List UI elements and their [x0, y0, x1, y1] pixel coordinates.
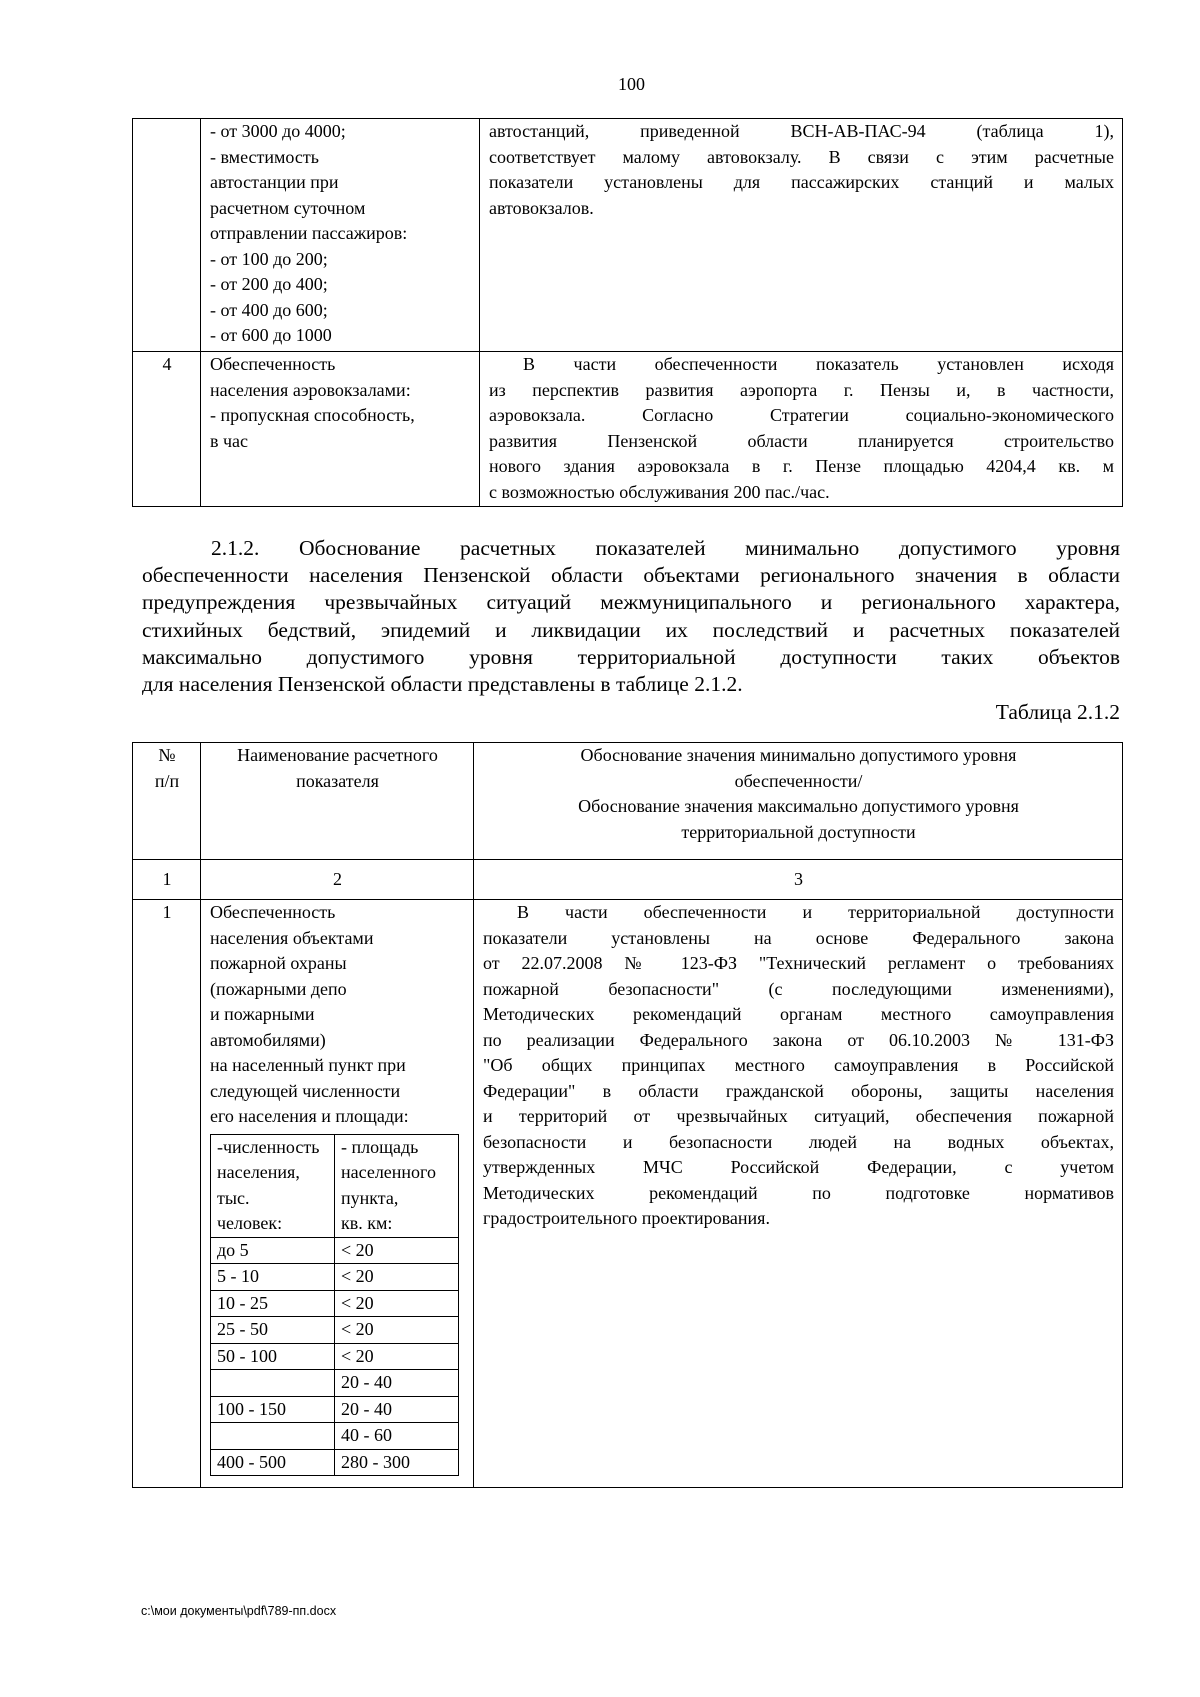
table-row — [211, 1396, 459, 1423]
population-cell: 50 - 100 — [211, 1343, 335, 1370]
text-line: Обоснование значения максимально допустимого уровня — [578, 796, 1019, 816]
text-line: Обоснование значения минимально допустимого уровня — [580, 745, 1017, 765]
text-line: автостанции при — [210, 172, 339, 192]
area-cell: < 20 — [335, 1237, 459, 1264]
population-cell: 100 - 150 — [211, 1396, 335, 1423]
table-row — [133, 352, 1123, 507]
header-row — [133, 743, 1123, 860]
text-line: аэровокзала. Согласно Стратегии социально-экономического — [489, 405, 1114, 425]
text-line: утвержденных МЧС Российской Федерации, с учетом — [483, 1157, 1114, 1177]
text-line: от 22.07.2008 № 123-ФЗ "Технический регламент о требованиях — [483, 953, 1114, 973]
text-line: человек: — [217, 1213, 283, 1233]
inner-header-row — [211, 1134, 459, 1237]
text-line: кв. км: — [341, 1213, 393, 1233]
text-line: развития Пензенской области планируется строительство — [489, 430, 1114, 451]
text-line: Обеспеченность — [210, 902, 336, 922]
population-cell: 25 - 50 — [211, 1317, 335, 1344]
text-line: населения аэровокзалами: — [210, 379, 411, 400]
text-line: Методических рекомендаций по подготовке нормативов — [483, 1182, 1114, 1203]
row-number: 4 — [133, 352, 201, 507]
text-line: автовокзалов. — [489, 197, 594, 218]
population-cell: 5 - 10 — [211, 1264, 335, 1291]
text-line: - пропускная способность, — [210, 405, 415, 425]
table-row — [211, 1237, 459, 1264]
text-line: Наименование расчетного — [237, 745, 438, 765]
numbering-row — [133, 860, 1123, 900]
paragraph-line: стихийных бедствий, эпидемий и ликвидации их последствий и расчетных показателей — [142, 617, 1120, 642]
text-line: п/п — [154, 770, 180, 791]
table-row — [211, 1317, 459, 1344]
area-cell: 280 - 300 — [335, 1449, 459, 1476]
population-cell — [211, 1423, 335, 1450]
area-cell: 20 - 40 — [335, 1396, 459, 1423]
table-row — [133, 900, 1123, 1488]
text-line: Обеспеченность — [210, 354, 336, 374]
continuation-table — [132, 118, 1123, 507]
text-line: из перспектив развития аэропорта г. Пензы и, в частности, — [489, 379, 1114, 400]
area-cell: < 20 — [335, 1290, 459, 1317]
table-2-1-2 — [132, 742, 1123, 1488]
text-line: автостанций, приведенной ВСН-АВ-ПАС-94 (таблица 1), — [489, 121, 1114, 141]
text-line: по реализации Федерального закона от 06.10.2003 № 131-ФЗ — [483, 1029, 1114, 1050]
text-line: показателя — [296, 770, 379, 791]
text-line: расчетном суточном — [210, 197, 366, 218]
justification-cell — [474, 900, 1123, 1488]
text-line: населения, — [217, 1162, 300, 1182]
text-line: соответствует малому автовокзалу. В связи с этим расчетные — [489, 146, 1114, 167]
population-cell: до 5 — [211, 1237, 335, 1264]
text-line: следующей численности — [210, 1080, 401, 1101]
inner-header-area — [335, 1134, 459, 1237]
row-number — [133, 119, 201, 352]
table-row — [133, 119, 1123, 352]
paragraph-line: максимально допустимого уровня территориальной доступности таких объектов — [142, 644, 1120, 669]
text-line: - от 100 до 200; — [210, 248, 328, 269]
table-row — [211, 1449, 459, 1476]
text-line: пожарной охраны — [210, 953, 347, 973]
area-cell: < 20 — [335, 1343, 459, 1370]
area-cell: 40 - 60 — [335, 1423, 459, 1450]
text-line: и пожарными — [210, 1004, 315, 1024]
footer-file-path: c:\мои документы\pdf\789-пп.docx — [141, 1604, 337, 1618]
inner-header-population — [211, 1134, 335, 1237]
area-cell: 20 - 40 — [335, 1370, 459, 1397]
row-number: 1 — [133, 900, 201, 1488]
population-cell: 10 - 25 — [211, 1290, 335, 1317]
text-line: - от 400 до 600; — [210, 299, 328, 320]
table-row — [211, 1264, 459, 1291]
justification-cell — [480, 352, 1123, 507]
text-line: -численность — [217, 1136, 320, 1157]
text-line: В части обеспеченности и территориальной доступности — [517, 902, 1114, 922]
column-number: 1 — [133, 860, 201, 900]
text-line: - площадь — [341, 1136, 419, 1157]
table-row — [211, 1343, 459, 1370]
text-line: пункта, — [341, 1187, 399, 1208]
column-number: 3 — [474, 860, 1123, 900]
indicator-name-cell — [201, 119, 480, 352]
table-caption: Таблица 2.1.2 — [995, 700, 1120, 724]
paragraph-line: предупреждения чрезвычайных ситуаций межмуниципального и регионального характера, — [142, 590, 1120, 615]
population-area-table — [210, 1134, 459, 1477]
paragraph-line: для населения Пензенской области представлены в таблице 2.1.2. — [142, 672, 743, 697]
text-line: Федерации" в области гражданской обороны, защиты населения — [483, 1080, 1114, 1101]
text-line: нового здания аэровокзала в г. Пензе площадью 4204,4 кв. м — [489, 456, 1114, 476]
text-line: и территорий от чрезвычайных ситуаций, обеспечения пожарной — [483, 1106, 1114, 1126]
text-line: (пожарными депо — [210, 978, 347, 999]
paragraph-line: 2.1.2. Обоснование расчетных показателей минимально допустимого уровня — [211, 536, 1120, 560]
text-line: Методических рекомендаций органам местного самоуправления — [483, 1004, 1114, 1024]
population-cell: 400 - 500 — [211, 1449, 335, 1476]
header-number — [133, 743, 201, 860]
page-number: 100 — [618, 74, 645, 94]
text-line: показатели установлены для пассажирских станций и малых — [489, 172, 1114, 192]
area-cell: < 20 — [335, 1317, 459, 1344]
text-line: населения объектами — [210, 927, 374, 948]
text-line: показатели установлены на основе Федерального закона — [483, 927, 1114, 948]
text-line: в час — [210, 430, 249, 451]
body-paragraph — [142, 535, 1120, 698]
column-number: 2 — [201, 860, 474, 900]
paragraph-line: обеспеченности населения Пензенской области объектами регионального значения в области — [142, 563, 1120, 588]
text-line: "Об общих принципах местного самоуправления в Российской — [483, 1055, 1114, 1075]
text-line: тыс. — [217, 1187, 250, 1208]
header-justification — [474, 743, 1123, 860]
header-indicator-name — [201, 743, 474, 860]
text-line: его населения и площади: — [210, 1106, 409, 1126]
text-line: - от 600 до 1000 — [210, 325, 332, 345]
text-line: В части обеспеченности показатель установлен исходя — [523, 354, 1114, 374]
population-cell — [211, 1370, 335, 1397]
text-line: территориальной доступности — [681, 821, 916, 842]
text-line: - от 3000 до 4000; — [210, 121, 346, 141]
text-line: обеспеченности/ — [734, 770, 863, 791]
text-line: пожарной безопасности" (с последующими изменениями), — [483, 978, 1114, 999]
table-row — [211, 1290, 459, 1317]
area-cell: < 20 — [335, 1264, 459, 1291]
justification-cell — [480, 119, 1123, 352]
table-row — [211, 1423, 459, 1450]
text-line: отправлении пассажиров: — [210, 223, 408, 243]
indicator-name-cell — [201, 352, 480, 507]
text-line: № — [158, 745, 176, 765]
text-line: градостроительного проектирования. — [483, 1208, 770, 1228]
text-line: на населенный пункт при — [210, 1055, 406, 1075]
table-row — [211, 1370, 459, 1397]
text-line: с возможностью обслуживания 200 пас./час. — [489, 481, 830, 502]
indicator-name-cell — [201, 900, 474, 1488]
text-line: - от 200 до 400; — [210, 274, 328, 294]
text-line: автомобилями) — [210, 1029, 326, 1050]
text-line: безопасности и безопасности людей на водных объектах, — [483, 1131, 1114, 1152]
text-line: населенного — [341, 1162, 436, 1182]
text-line: - вместимость — [210, 146, 319, 167]
